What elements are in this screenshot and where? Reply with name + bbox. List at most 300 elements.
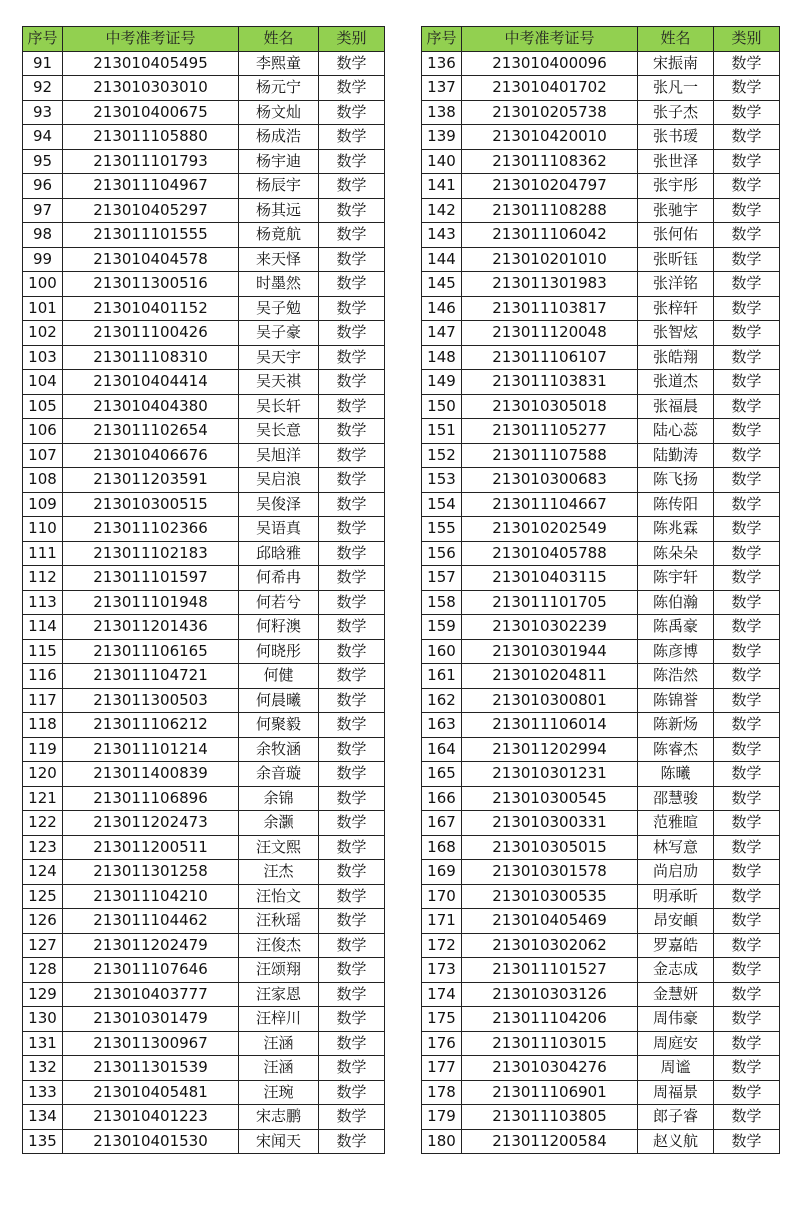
- table-row: [23, 1129, 385, 1154]
- cell-exam-id: 213010204811: [462, 664, 638, 689]
- table-row: [23, 933, 385, 958]
- cell-exam-id: 213010305018: [462, 394, 638, 419]
- cell-name: 陈飞扬: [638, 468, 714, 493]
- cell-exam-id: 213010301944: [462, 639, 638, 664]
- cell-exam-id: 213011120048: [462, 321, 638, 346]
- cell-index: 120: [23, 762, 63, 787]
- cell-exam-id: 213010300331: [462, 811, 638, 836]
- cell-category: 数学: [714, 321, 780, 346]
- cell-category: 数学: [319, 443, 385, 468]
- cell-name: 宋闻天: [239, 1129, 319, 1154]
- cell-exam-id: 213010300683: [462, 468, 638, 493]
- cell-name: 陈禹豪: [638, 615, 714, 640]
- cell-category: 数学: [319, 835, 385, 860]
- cell-category: 数学: [714, 1105, 780, 1130]
- cell-category: 数学: [319, 296, 385, 321]
- cell-exam-id: 213011202479: [63, 933, 239, 958]
- cell-category: 数学: [714, 394, 780, 419]
- cell-exam-id: 213011101705: [462, 590, 638, 615]
- cell-index: 126: [23, 909, 63, 934]
- table-row: [422, 468, 780, 493]
- cell-category: 数学: [319, 149, 385, 174]
- cell-category: 数学: [714, 541, 780, 566]
- cell-category: 数学: [714, 762, 780, 787]
- table-row: [23, 590, 385, 615]
- cell-name: 来天怿: [239, 247, 319, 272]
- table-row: [422, 566, 780, 591]
- cell-name: 吴俊泽: [239, 492, 319, 517]
- table-row: [422, 223, 780, 248]
- cell-exam-id: 213011106014: [462, 713, 638, 738]
- cell-name: 张道杰: [638, 370, 714, 395]
- cell-index: 109: [23, 492, 63, 517]
- cell-category: 数学: [714, 590, 780, 615]
- cell-index: 174: [422, 982, 462, 1007]
- table-header-row: [422, 27, 780, 52]
- cell-category: 数学: [714, 835, 780, 860]
- cell-name: 张书瑷: [638, 125, 714, 150]
- table-row: [23, 149, 385, 174]
- cell-category: 数学: [319, 860, 385, 885]
- cell-index: 178: [422, 1080, 462, 1105]
- cell-index: 163: [422, 713, 462, 738]
- cell-category: 数学: [319, 468, 385, 493]
- cell-name: 张福晨: [638, 394, 714, 419]
- cell-index: 142: [422, 198, 462, 223]
- cell-name: 余灏: [239, 811, 319, 836]
- cell-name: 吴长意: [239, 419, 319, 444]
- table-row: [23, 713, 385, 738]
- cell-exam-id: 213010303126: [462, 982, 638, 1007]
- cell-index: 136: [422, 51, 462, 76]
- header-category: 类别: [319, 27, 385, 52]
- cell-exam-id: 213010401152: [63, 296, 239, 321]
- cell-category: 数学: [319, 737, 385, 762]
- cell-index: 172: [422, 933, 462, 958]
- cell-index: 110: [23, 517, 63, 542]
- cell-exam-id: 213011104206: [462, 1007, 638, 1032]
- cell-category: 数学: [714, 615, 780, 640]
- cell-exam-id: 213010201010: [462, 247, 638, 272]
- cell-category: 数学: [714, 713, 780, 738]
- table-row: [422, 835, 780, 860]
- cell-exam-id: 213011300967: [63, 1031, 239, 1056]
- cell-name: 何健: [239, 664, 319, 689]
- table-row: [23, 835, 385, 860]
- cell-index: 155: [422, 517, 462, 542]
- table-row: [23, 811, 385, 836]
- cell-name: 时墨然: [239, 272, 319, 297]
- cell-index: 100: [23, 272, 63, 297]
- table-row: [23, 860, 385, 885]
- cell-category: 数学: [714, 370, 780, 395]
- cell-exam-id: 213011100426: [63, 321, 239, 346]
- cell-category: 数学: [319, 1056, 385, 1081]
- cell-name: 何若兮: [239, 590, 319, 615]
- cell-name: 汪怡文: [239, 884, 319, 909]
- cell-index: 121: [23, 786, 63, 811]
- cell-category: 数学: [319, 1129, 385, 1154]
- table-row: [422, 419, 780, 444]
- cell-index: 131: [23, 1031, 63, 1056]
- table-row: [422, 296, 780, 321]
- cell-name: 陈新炀: [638, 713, 714, 738]
- cell-exam-id: 213010202549: [462, 517, 638, 542]
- cell-name: 张驰宇: [638, 198, 714, 223]
- table-row: [422, 1031, 780, 1056]
- cell-index: 157: [422, 566, 462, 591]
- cell-index: 128: [23, 958, 63, 983]
- cell-index: 146: [422, 296, 462, 321]
- cell-index: 105: [23, 394, 63, 419]
- cell-exam-id: 213010405481: [63, 1080, 239, 1105]
- cell-name: 张子杰: [638, 100, 714, 125]
- table-row: [23, 1080, 385, 1105]
- roster-table-left: [22, 26, 385, 1154]
- cell-index: 147: [422, 321, 462, 346]
- cell-index: 125: [23, 884, 63, 909]
- cell-exam-id: 213011106901: [462, 1080, 638, 1105]
- cell-exam-id: 213011101597: [63, 566, 239, 591]
- table-row: [422, 443, 780, 468]
- cell-name: 陈传阳: [638, 492, 714, 517]
- cell-exam-id: 213011103831: [462, 370, 638, 395]
- table-row: [23, 100, 385, 125]
- table-row: [23, 125, 385, 150]
- cell-index: 116: [23, 664, 63, 689]
- cell-category: 数学: [319, 51, 385, 76]
- table-row: [422, 370, 780, 395]
- table-row: [422, 1129, 780, 1154]
- cell-name: 宋振南: [638, 51, 714, 76]
- table-row: [422, 811, 780, 836]
- table-row: [23, 296, 385, 321]
- cell-name: 杨其远: [239, 198, 319, 223]
- cell-exam-id: 213010300801: [462, 688, 638, 713]
- cell-name: 汪琬: [239, 1080, 319, 1105]
- table-row: [422, 1080, 780, 1105]
- table-row: [422, 958, 780, 983]
- table-row: [23, 615, 385, 640]
- table-row: [23, 223, 385, 248]
- cell-index: 103: [23, 345, 63, 370]
- cell-index: 173: [422, 958, 462, 983]
- cell-name: 张梓轩: [638, 296, 714, 321]
- cell-exam-id: 213010406676: [63, 443, 239, 468]
- table-row: [23, 762, 385, 787]
- cell-exam-id: 213011103015: [462, 1031, 638, 1056]
- cell-category: 数学: [714, 174, 780, 199]
- cell-name: 吴长轩: [239, 394, 319, 419]
- cell-category: 数学: [714, 492, 780, 517]
- cell-category: 数学: [319, 811, 385, 836]
- cell-category: 数学: [319, 958, 385, 983]
- cell-index: 137: [422, 76, 462, 101]
- cell-index: 144: [422, 247, 462, 272]
- cell-name: 郎子睿: [638, 1105, 714, 1130]
- cell-exam-id: 213010405788: [462, 541, 638, 566]
- cell-index: 111: [23, 541, 63, 566]
- cell-name: 宋志鹏: [239, 1105, 319, 1130]
- cell-category: 数学: [714, 1031, 780, 1056]
- cell-exam-id: 213011104721: [63, 664, 239, 689]
- header-name: 姓名: [239, 27, 319, 52]
- cell-name: 金志成: [638, 958, 714, 983]
- cell-category: 数学: [319, 786, 385, 811]
- cell-name: 陈伯瀚: [638, 590, 714, 615]
- cell-exam-id: 213011107588: [462, 443, 638, 468]
- table-row: [422, 1056, 780, 1081]
- cell-exam-id: 213010420010: [462, 125, 638, 150]
- cell-name: 陈曦: [638, 762, 714, 787]
- cell-index: 168: [422, 835, 462, 860]
- table-row: [23, 247, 385, 272]
- cell-name: 汪家恩: [239, 982, 319, 1007]
- cell-exam-id: 213011104967: [63, 174, 239, 199]
- cell-name: 张凡一: [638, 76, 714, 101]
- cell-index: 149: [422, 370, 462, 395]
- cell-index: 93: [23, 100, 63, 125]
- cell-category: 数学: [714, 100, 780, 125]
- cell-index: 179: [422, 1105, 462, 1130]
- cell-category: 数学: [714, 958, 780, 983]
- cell-name: 汪杰: [239, 860, 319, 885]
- cell-exam-id: 213011104462: [63, 909, 239, 934]
- table-row: [23, 958, 385, 983]
- cell-category: 数学: [319, 174, 385, 199]
- cell-exam-id: 213010301479: [63, 1007, 239, 1032]
- table-row: [23, 688, 385, 713]
- cell-name: 林写意: [638, 835, 714, 860]
- cell-index: 167: [422, 811, 462, 836]
- cell-exam-id: 213011301539: [63, 1056, 239, 1081]
- cell-name: 陆心蕊: [638, 419, 714, 444]
- cell-index: 117: [23, 688, 63, 713]
- cell-index: 159: [422, 615, 462, 640]
- cell-name: 汪梓川: [239, 1007, 319, 1032]
- cell-name: 吴旭洋: [239, 443, 319, 468]
- table-row: [23, 419, 385, 444]
- cell-category: 数学: [319, 982, 385, 1007]
- cell-index: 133: [23, 1080, 63, 1105]
- cell-name: 杨元宁: [239, 76, 319, 101]
- table-row: [422, 884, 780, 909]
- table-row: [422, 762, 780, 787]
- cell-category: 数学: [319, 1007, 385, 1032]
- cell-category: 数学: [714, 909, 780, 934]
- cell-name: 吴子勉: [239, 296, 319, 321]
- cell-category: 数学: [319, 909, 385, 934]
- cell-index: 154: [422, 492, 462, 517]
- cell-category: 数学: [714, 125, 780, 150]
- cell-exam-id: 213010400675: [63, 100, 239, 125]
- cell-exam-id: 213011102366: [63, 517, 239, 542]
- cell-index: 160: [422, 639, 462, 664]
- cell-exam-id: 213010404414: [63, 370, 239, 395]
- cell-index: 134: [23, 1105, 63, 1130]
- header-category: 类别: [714, 27, 780, 52]
- cell-exam-id: 213011300516: [63, 272, 239, 297]
- cell-category: 数学: [319, 590, 385, 615]
- cell-index: 94: [23, 125, 63, 150]
- cell-index: 113: [23, 590, 63, 615]
- table-row: [23, 51, 385, 76]
- cell-category: 数学: [319, 566, 385, 591]
- cell-exam-id: 213011105880: [63, 125, 239, 150]
- cell-category: 数学: [714, 247, 780, 272]
- cell-category: 数学: [319, 933, 385, 958]
- table-row: [422, 909, 780, 934]
- cell-exam-id: 213011105277: [462, 419, 638, 444]
- cell-name: 张昕钰: [638, 247, 714, 272]
- cell-name: 何聚毅: [239, 713, 319, 738]
- cell-name: 张智炫: [638, 321, 714, 346]
- cell-index: 161: [422, 664, 462, 689]
- header-name: 姓名: [638, 27, 714, 52]
- cell-exam-id: 213011300503: [63, 688, 239, 713]
- table-row: [422, 541, 780, 566]
- table-row: [422, 149, 780, 174]
- cell-category: 数学: [714, 786, 780, 811]
- cell-category: 数学: [714, 468, 780, 493]
- table-row: [422, 321, 780, 346]
- cell-index: 106: [23, 419, 63, 444]
- cell-exam-id: 213011101555: [63, 223, 239, 248]
- cell-index: 169: [422, 860, 462, 885]
- cell-index: 176: [422, 1031, 462, 1056]
- header-index: 序号: [422, 27, 462, 52]
- cell-index: 132: [23, 1056, 63, 1081]
- cell-name: 陈锦誉: [638, 688, 714, 713]
- cell-exam-id: 213010304276: [462, 1056, 638, 1081]
- cell-exam-id: 213011301983: [462, 272, 638, 297]
- cell-name: 汪文熙: [239, 835, 319, 860]
- table-row: [422, 76, 780, 101]
- cell-category: 数学: [319, 1031, 385, 1056]
- cell-category: 数学: [319, 762, 385, 787]
- cell-name: 李熙童: [239, 51, 319, 76]
- cell-exam-id: 213010205738: [462, 100, 638, 125]
- cell-index: 118: [23, 713, 63, 738]
- cell-name: 汪涵: [239, 1056, 319, 1081]
- cell-category: 数学: [714, 811, 780, 836]
- cell-exam-id: 213010401223: [63, 1105, 239, 1130]
- cell-index: 139: [422, 125, 462, 150]
- cell-category: 数学: [714, 198, 780, 223]
- table-row: [422, 345, 780, 370]
- table-row: [422, 737, 780, 762]
- cell-exam-id: 213011102183: [63, 541, 239, 566]
- cell-name: 邵慧骏: [638, 786, 714, 811]
- cell-exam-id: 213011101948: [63, 590, 239, 615]
- cell-category: 数学: [319, 517, 385, 542]
- cell-name: 张洋铭: [638, 272, 714, 297]
- cell-index: 115: [23, 639, 63, 664]
- cell-index: 124: [23, 860, 63, 885]
- cell-name: 吴天祺: [239, 370, 319, 395]
- table-row: [422, 664, 780, 689]
- cell-category: 数学: [319, 664, 385, 689]
- cell-exam-id: 213011104667: [462, 492, 638, 517]
- cell-exam-id: 213011102654: [63, 419, 239, 444]
- table-row: [422, 590, 780, 615]
- table-row: [23, 272, 385, 297]
- cell-exam-id: 213011103805: [462, 1105, 638, 1130]
- cell-name: 张宇彤: [638, 174, 714, 199]
- cell-index: 153: [422, 468, 462, 493]
- cell-exam-id: 213010401530: [63, 1129, 239, 1154]
- cell-name: 何籽澳: [239, 615, 319, 640]
- cell-exam-id: 213010301231: [462, 762, 638, 787]
- cell-index: 96: [23, 174, 63, 199]
- cell-exam-id: 213010405469: [462, 909, 638, 934]
- cell-name: 杨宇迪: [239, 149, 319, 174]
- cell-category: 数学: [319, 76, 385, 101]
- cell-index: 151: [422, 419, 462, 444]
- table-row: [422, 247, 780, 272]
- cell-category: 数学: [319, 100, 385, 125]
- cell-index: 102: [23, 321, 63, 346]
- cell-name: 明承昕: [638, 884, 714, 909]
- table-row: [422, 933, 780, 958]
- cell-exam-id: 213010404578: [63, 247, 239, 272]
- cell-exam-id: 213011106212: [63, 713, 239, 738]
- header-exam-id: 中考准考证号: [462, 27, 638, 52]
- table-row: [23, 566, 385, 591]
- cell-category: 数学: [714, 933, 780, 958]
- cell-name: 陈睿杰: [638, 737, 714, 762]
- cell-exam-id: 213011106107: [462, 345, 638, 370]
- table-row: [23, 174, 385, 199]
- cell-name: 张世泽: [638, 149, 714, 174]
- cell-category: 数学: [319, 247, 385, 272]
- cell-index: 138: [422, 100, 462, 125]
- cell-category: 数学: [319, 492, 385, 517]
- cell-exam-id: 213010300545: [462, 786, 638, 811]
- table-row: [23, 345, 385, 370]
- cell-index: 141: [422, 174, 462, 199]
- cell-index: 98: [23, 223, 63, 248]
- cell-exam-id: 213011203591: [63, 468, 239, 493]
- cell-name: 吴子豪: [239, 321, 319, 346]
- cell-name: 余音璇: [239, 762, 319, 787]
- cell-exam-id: 213011107646: [63, 958, 239, 983]
- cell-category: 数学: [319, 639, 385, 664]
- table-row: [422, 394, 780, 419]
- cell-category: 数学: [714, 737, 780, 762]
- table-row: [23, 492, 385, 517]
- table-row: [23, 198, 385, 223]
- cell-category: 数学: [319, 345, 385, 370]
- cell-index: 99: [23, 247, 63, 272]
- cell-index: 148: [422, 345, 462, 370]
- cell-exam-id: 213011108310: [63, 345, 239, 370]
- table-row: [422, 860, 780, 885]
- cell-exam-id: 213010401702: [462, 76, 638, 101]
- cell-name: 周庭安: [638, 1031, 714, 1056]
- cell-exam-id: 213011106042: [462, 223, 638, 248]
- cell-category: 数学: [714, 272, 780, 297]
- cell-exam-id: 213010302062: [462, 933, 638, 958]
- cell-index: 156: [422, 541, 462, 566]
- cell-index: 112: [23, 566, 63, 591]
- table-row: [23, 982, 385, 1007]
- cell-index: 140: [422, 149, 462, 174]
- cell-index: 119: [23, 737, 63, 762]
- table-row: [422, 51, 780, 76]
- cell-exam-id: 213010403777: [63, 982, 239, 1007]
- cell-name: 昂安頔: [638, 909, 714, 934]
